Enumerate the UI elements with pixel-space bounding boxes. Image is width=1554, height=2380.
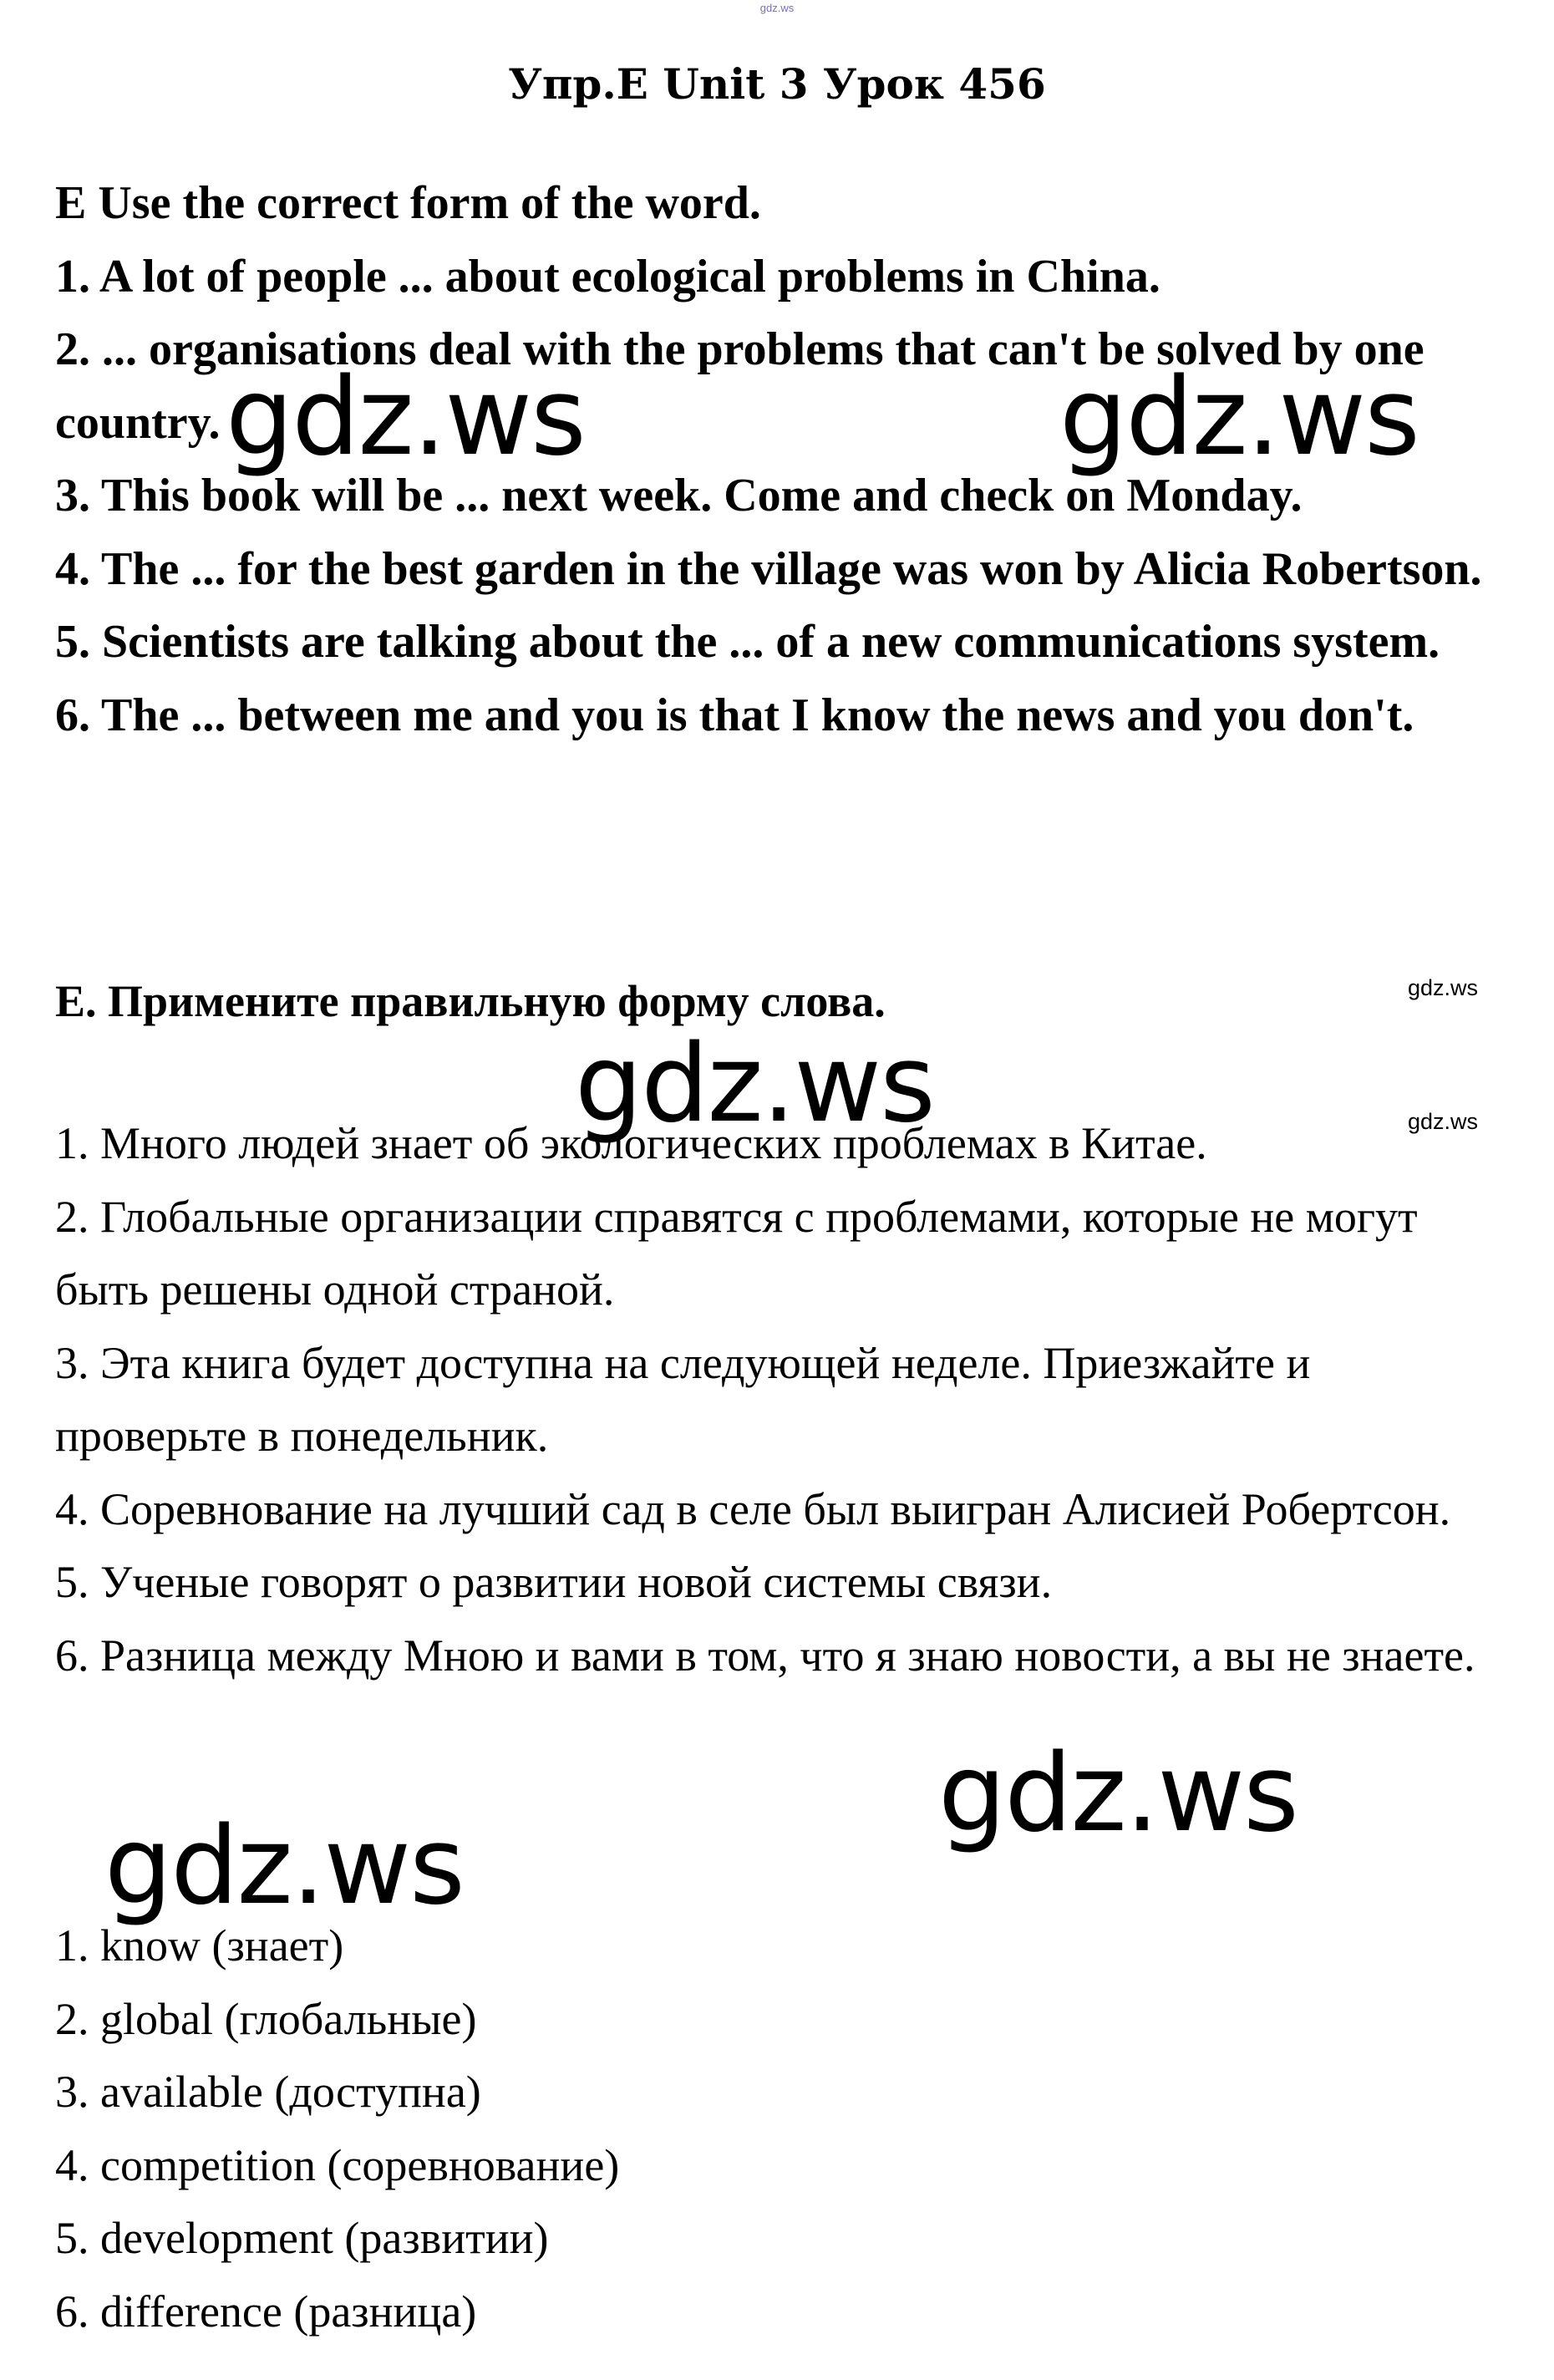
watermark-large: gdz.ws <box>1059 355 1419 480</box>
answer-item-4: 4. competition (соревнование) <box>55 2139 620 2190</box>
watermark-large: gdz.ws <box>938 1732 1298 1856</box>
watermark-small: gdz.ws <box>1408 1109 1479 1134</box>
answers-list <box>55 1910 1058 2348</box>
english-item-6: 6. The ... between me and you is that I know the news and you don't. <box>55 689 1414 741</box>
russian-instruction: E. Примените правильную форму слова. <box>55 976 886 1026</box>
watermark-large: gdz.ws <box>226 355 585 480</box>
answer-item-2: 2. global (глобальные) <box>55 1993 477 2044</box>
russian-item-4: 4. Соревнование на лучший сад в селе был выигран Алисией Робертсон. <box>55 1483 1451 1534</box>
english-item-3: 3. This book will be ... next week. Come and check on Monday. <box>55 470 1303 521</box>
russian-item-1: 1. Много людей знает об экологических проблемах в Китае. <box>55 1118 1207 1168</box>
top-watermark: gdz.ws <box>759 2 795 14</box>
english-item-2: 2. ... organisations deal with the problems that can't be solved by one country. <box>55 323 1424 449</box>
russian-item-5: 5. Ученые говорят о развитии новой системы связи. <box>55 1557 1053 1607</box>
english-instruction: E Use the correct form of the word. <box>55 177 761 229</box>
watermark-large: gdz.ws <box>575 1022 934 1147</box>
russian-item-2: 2. Глобальные организации справятся с проблемами, которые не могут быть решены одной страной. <box>55 1191 1418 1315</box>
english-item-1: 1. A lot of people ... about ecological problems in China. <box>55 250 1160 303</box>
answer-item-3: 3. available (доступна) <box>55 2067 481 2117</box>
russian-item-6: 6. Разница между Мною и вами в том, что я знаю новости, а вы не знаете. <box>55 1630 1475 1681</box>
watermark-large: gdz.ws <box>104 1804 464 1929</box>
answer-item-6: 6. difference (разница) <box>55 2286 477 2337</box>
answer-item-1: 1. know (знает) <box>55 1920 344 1971</box>
russian-item-3: 3. Эта книга будет доступна на следующей неделе. Приезжайте и проверьте в понедельник. <box>55 1337 1311 1461</box>
watermark-small: gdz.ws <box>1408 975 1479 1000</box>
english-item-4: 4. The ... for the best garden in the village was won by Alicia Robertson. <box>55 542 1482 595</box>
answer-item-5: 5. development (развитии) <box>55 2213 549 2263</box>
english-item-5: 5. Scientists are talking about the ... of a new communications system. <box>55 616 1440 668</box>
page-title: Упр.E Unit 3 Урок 456 <box>508 59 1046 109</box>
russian-translation <box>55 1107 1492 1692</box>
